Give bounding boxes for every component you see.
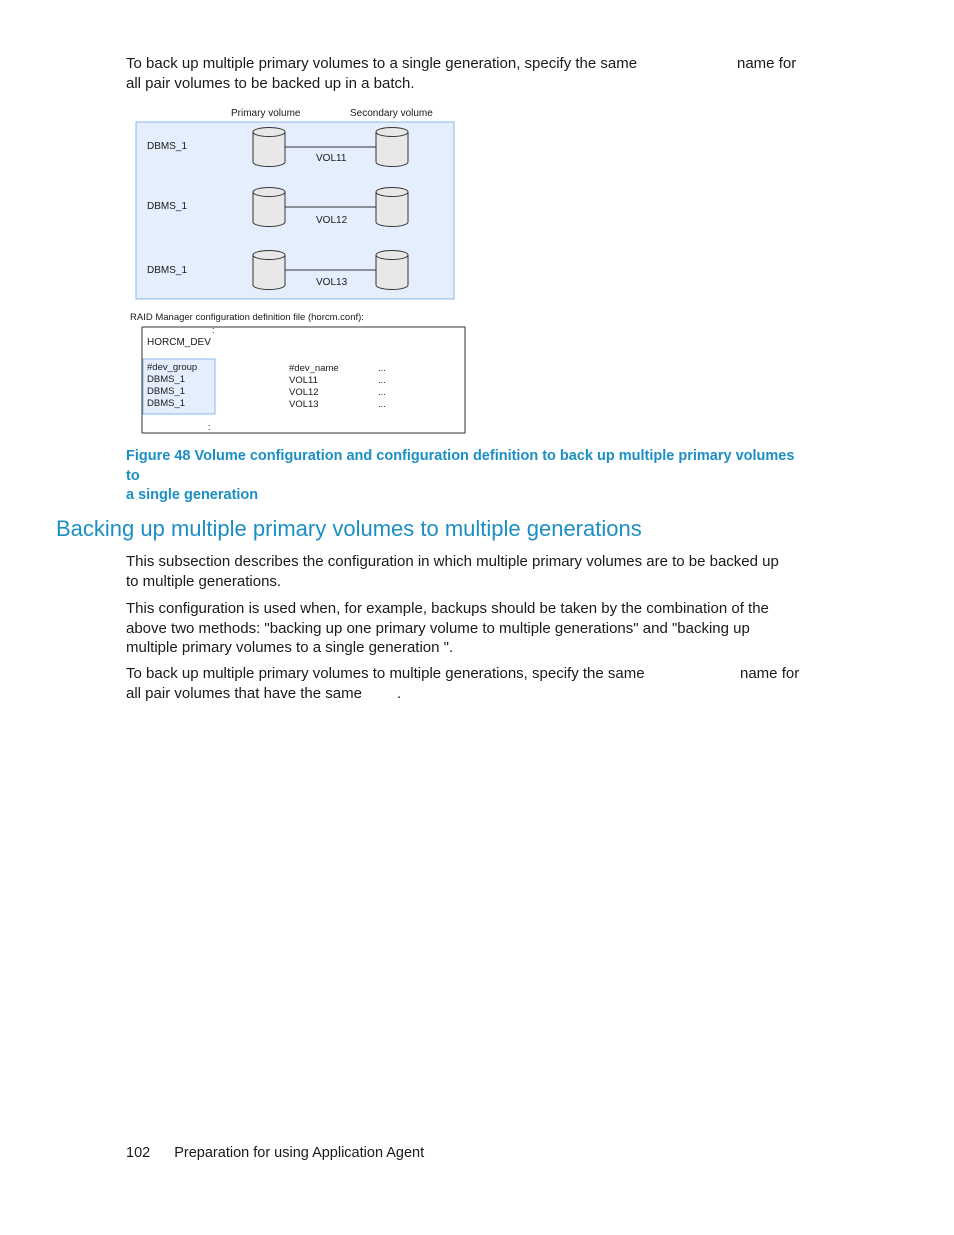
p3-line-1-end: name for bbox=[740, 665, 800, 682]
section-paragraph-1 bbox=[126, 552, 802, 591]
intro-line-1-end: name for bbox=[737, 55, 797, 72]
intro-line-1 bbox=[126, 54, 802, 74]
primary-volume-cylinder bbox=[253, 128, 285, 167]
primary-volume-cylinder bbox=[253, 251, 285, 290]
dev-name-value: VOL12 bbox=[289, 387, 319, 398]
page-footer bbox=[126, 1144, 424, 1163]
p3-line-2-end: . bbox=[397, 684, 402, 702]
secondary-volume-cylinder bbox=[376, 128, 408, 167]
figure-48 bbox=[120, 100, 480, 440]
intro-paragraph bbox=[126, 54, 802, 93]
intro-line-2: all pair volumes to be backed up in a batch. bbox=[126, 74, 415, 92]
page-number: 102 bbox=[126, 1145, 151, 1161]
section-paragraph-2 bbox=[126, 599, 802, 658]
dev-name-value: VOL11 bbox=[289, 375, 318, 386]
figure-caption bbox=[126, 447, 806, 506]
config-file-title: RAID Manager configuration definition file (horcm.conf): bbox=[130, 312, 364, 323]
dev-group-header: #dev_group bbox=[147, 362, 198, 373]
p3-line-1-start: To back up multiple primary volumes to multiple generations, specify the same bbox=[126, 665, 645, 682]
figure-caption-line-1: Figure 48 Volume configuration and configuration definition to back up multiple primary volumes to bbox=[126, 448, 795, 484]
paragraph-line bbox=[126, 664, 802, 684]
paragraph-line bbox=[126, 684, 802, 704]
row-group-label: DBMS_1 bbox=[147, 265, 188, 276]
config-ellipsis: ... bbox=[378, 363, 386, 374]
footer-title: Preparation for using Application Agent bbox=[174, 1145, 425, 1161]
dev-group-value: DBMS_1 bbox=[147, 374, 186, 385]
volume-configuration-diagram bbox=[120, 100, 480, 440]
config-ellipsis: ... bbox=[378, 387, 386, 398]
config-colon-bottom: : bbox=[208, 422, 211, 432]
config-ellipsis: ... bbox=[378, 375, 386, 386]
paragraph-line: to multiple generations. bbox=[126, 572, 282, 590]
config-colon-top: : bbox=[212, 325, 215, 335]
row-group-label: DBMS_1 bbox=[147, 201, 188, 212]
dev-group-value: DBMS_1 bbox=[147, 386, 186, 397]
secondary-volume-cylinder bbox=[376, 251, 408, 290]
paragraph-line: multiple primary volumes to a single generation ". bbox=[126, 639, 454, 656]
row-volume-label: VOL11 bbox=[316, 153, 347, 164]
paragraph-line: This configuration is used when, for example, backups should be taken by the combination of the bbox=[126, 600, 769, 617]
paragraph-line: This subsection describes the configuration in which multiple primary volumes are to be backed up bbox=[126, 553, 779, 570]
intro-line-1-start: To back up multiple primary volumes to a single generation, specify the same bbox=[126, 55, 638, 72]
paragraph-line: above two methods: "backing up one primary volume to multiple generations" and "backing up bbox=[126, 619, 750, 637]
section-paragraph-3 bbox=[126, 664, 802, 703]
row-group-label: DBMS_1 bbox=[147, 141, 188, 152]
figure-caption-line-2: a single generation bbox=[126, 487, 259, 503]
config-section-name: HORCM_DEV bbox=[147, 337, 211, 348]
section-heading: Backing up multiple primary volumes to multiple generations bbox=[56, 516, 642, 541]
row-volume-label: VOL13 bbox=[316, 277, 348, 288]
secondary-volume-header: Secondary volume bbox=[350, 108, 433, 119]
p3-line-2-start: all pair volumes that have the same bbox=[126, 684, 362, 702]
secondary-volume-cylinder bbox=[376, 188, 408, 227]
primary-volume-cylinder bbox=[253, 188, 285, 227]
config-ellipsis: ... bbox=[378, 399, 386, 410]
row-volume-label: VOL12 bbox=[316, 215, 348, 226]
dev-group-value: DBMS_1 bbox=[147, 398, 186, 409]
primary-volume-header: Primary volume bbox=[231, 108, 301, 119]
dev-name-header: #dev_name bbox=[289, 363, 339, 374]
dev-name-value: VOL13 bbox=[289, 399, 319, 410]
